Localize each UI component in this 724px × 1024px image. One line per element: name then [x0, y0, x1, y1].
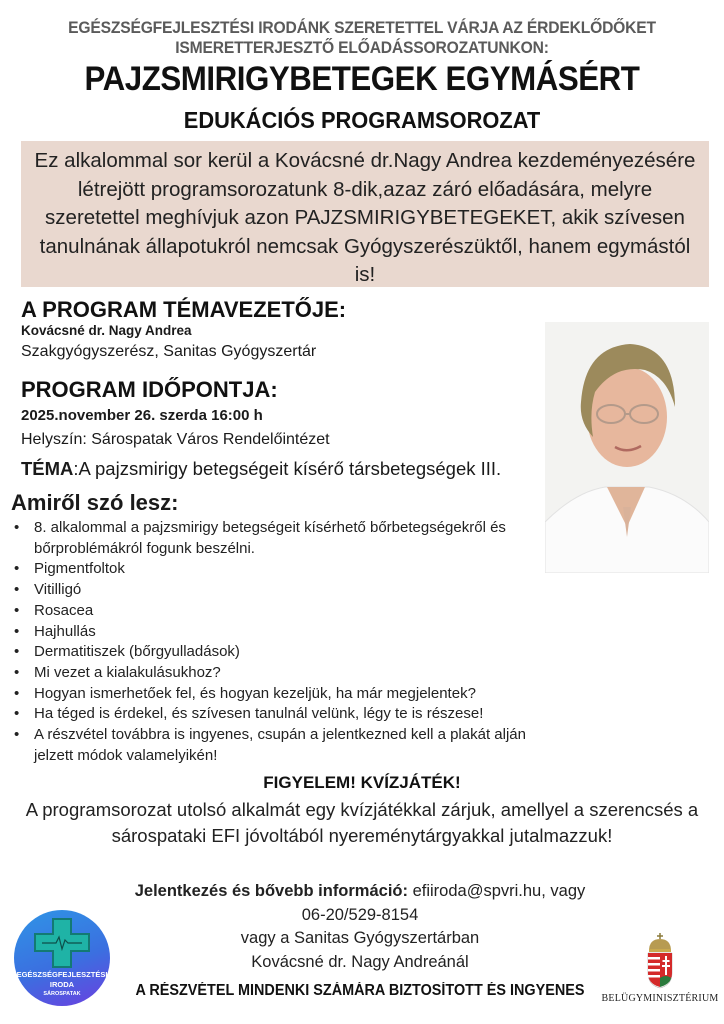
leader-heading: A PROGRAM TÉMAVEZETŐJE:: [21, 297, 347, 322]
ministry-name: BELÜGYMINISZTÉRIUM: [601, 993, 719, 1004]
efi-logo-line-2: IRODA: [49, 980, 75, 989]
list-item: • Dermatitiszek (bőrgyulladások): [14, 642, 549, 663]
topic-text: :A pajzsmirigy betegségeit kísérő társbetegségek III.: [73, 458, 502, 479]
list-item: • Hogyan ismerhetőek fel, és hogyan kezeljük, ha már megjelentek?: [14, 684, 549, 705]
topic-label: TÉMA: [21, 458, 74, 479]
topic-line: [21, 458, 501, 480]
quiz-title: FIGYELEM! KVÍZJÁTÉK!: [263, 773, 461, 792]
schedule-location: Helyszín: Sárospatak Város Rendelőintézet: [21, 431, 330, 448]
page-title: PAJZSMIRIGYBETEGEK EGYMÁSÉRT: [84, 60, 640, 98]
intro-text: Ez alkalommal sor kerül a Kovácsné dr.Nagy Andrea kezdeményezésére létrejött programsorozatunk 8-dik,azaz záró előadására, melyre szeretettel meghívjuk azon PAJZSMIRIGYBETEGEKET, akik szívesen tanulnának állapotukról nemcsak Gyógyszerészüktől, hanem egymástól is!: [34, 149, 696, 286]
leader-name: Kovácsné dr. Nagy Andrea: [21, 323, 192, 338]
list-item: • A részvétel továbbra is ingyenes, csupán a jelentkezned kell a plakát alján jelzett módok valamelyikén!: [14, 725, 549, 766]
efi-logo: [14, 910, 110, 1006]
contact-line-3: vagy a Sanitas Gyógyszertárban: [240, 929, 480, 947]
intro-box: [21, 141, 709, 287]
list-item: • Vitilligó: [14, 580, 549, 601]
schedule-datetime: 2025.november 26. szerda 16:00 h: [21, 407, 263, 424]
contact-phone[interactable]: 06-20/529-8154: [301, 905, 419, 924]
about-list: [14, 518, 549, 766]
quiz-text: A programsorozat utolsó alkalmát egy kvízjátékkal zárjuk, amellyel a szerencsés a sárospataki EFI jóvoltából nyereménytárgyakkal jutalmazzuk!: [25, 799, 699, 846]
contact-email[interactable]: efiiroda@spvri.hu, vagy: [408, 882, 586, 900]
leader-role: Szakgyógyszerész, Sanitas Gyógyszertár: [21, 343, 317, 360]
header-line-2: ISMERETTERJESZTŐ ELŐADÁSSOROZATUNKON:: [175, 38, 549, 57]
contact-line-1: [100, 880, 620, 904]
medical-cross-icon: [34, 918, 90, 968]
list-item: • Rosacea: [14, 601, 549, 622]
footer-note: A RÉSZVÉTEL MINDENKI SZÁMÁRA BIZTOSÍTOTT ÉS INGYENES: [135, 982, 585, 999]
page-subtitle: EDUKÁCIÓS PROGRAMSOROZAT: [183, 107, 541, 133]
ministry-logo: [600, 933, 720, 1013]
contact-block: [100, 880, 620, 974]
efi-logo-line-1: EGÉSZSÉGFEJLESZTÉSI: [16, 970, 108, 979]
speaker-photo: [545, 322, 709, 573]
contact-line-4: Kovácsné dr. Nagy Andreánál: [251, 952, 469, 971]
contact-label: Jelentkezés és bővebb információ:: [134, 882, 408, 900]
list-item: • 8. alkalommal a pajzsmirigy betegségeit kísérhető bőrbetegségekről és bőrproblémákról fogunk beszélni.: [14, 518, 549, 559]
list-item: • Pigmentfoltok: [14, 559, 549, 580]
list-item: • Mi vezet a kialakulásukhoz?: [14, 663, 549, 684]
hungarian-coat-of-arms-icon: [645, 933, 675, 989]
efi-logo-line-3: SÁROSPATAK: [43, 991, 81, 997]
schedule-heading: PROGRAM IDŐPONTJA:: [21, 377, 278, 402]
list-item: • Ha téged is érdekel, és szívesen tanulnál velünk, légy te is részese!: [14, 704, 549, 725]
portrait-icon: [545, 322, 709, 573]
about-heading: Amiről szó lesz:: [11, 490, 179, 515]
header-line-1: EGÉSZSÉGFEJLESZTÉSI IRODÁNK SZERETETTEL VÁRJA AZ ÉRDEKLŐDŐKET: [68, 18, 656, 37]
list-item: • Hajhullás: [14, 622, 549, 643]
